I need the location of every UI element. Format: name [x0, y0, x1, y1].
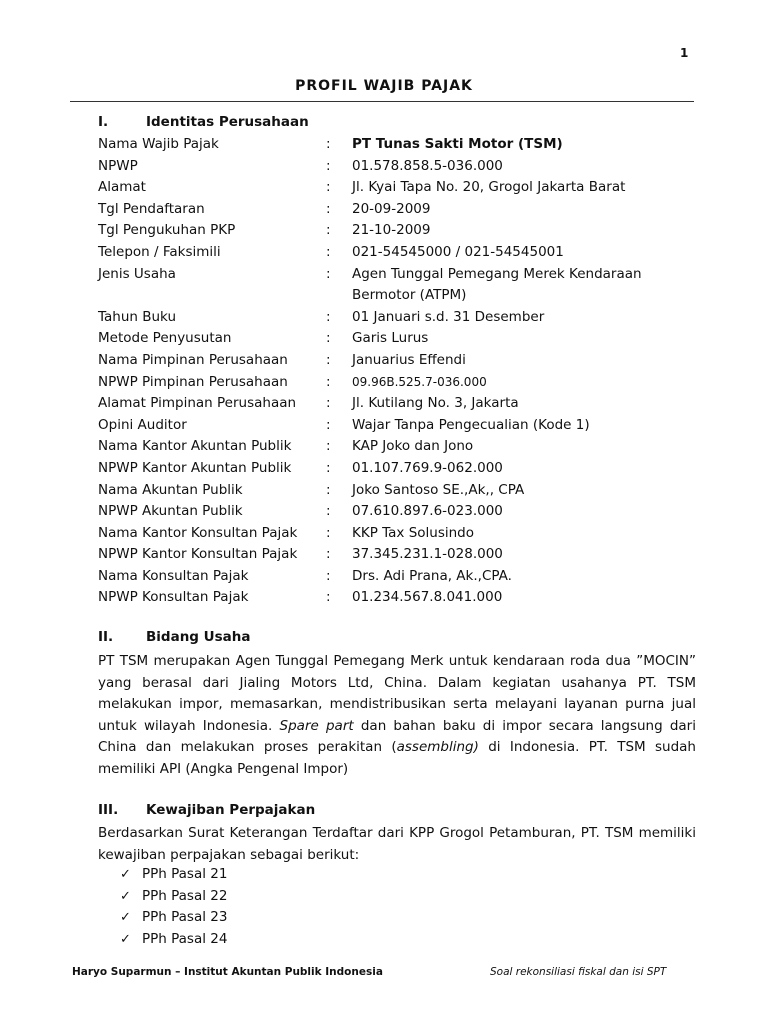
row-colon: :	[326, 373, 331, 390]
section-3-intro: Berdasarkan Surat Keterangan Terdaftar dari KPP Grogol Petamburan, PT. TSM memiliki kewajiban perpajakan sebagai berikut:	[98, 825, 696, 863]
profile-row	[98, 415, 698, 437]
profile-row	[98, 544, 698, 566]
row-value: 07.610.897.6-023.000	[352, 503, 503, 520]
row-colon: :	[326, 351, 331, 368]
row-value: Drs. Adi Prana, Ak.,CPA.	[352, 567, 512, 584]
row-colon: :	[326, 546, 331, 563]
paragraph-italic: Spare part	[279, 717, 354, 734]
row-colon: :	[326, 503, 331, 520]
row-label: Nama Akuntan Publik	[98, 481, 243, 498]
row-label: Nama Kantor Konsultan Pajak	[98, 524, 298, 541]
row-label: Nama Konsultan Pajak	[98, 567, 249, 584]
footer-subject: Soal rekonsiliasi fiskal dan isi SPT	[490, 966, 667, 978]
row-label: NPWP	[98, 157, 138, 174]
page-number: 1	[680, 46, 689, 60]
row-colon: :	[326, 222, 331, 239]
profile-row	[98, 220, 698, 242]
row-colon: :	[326, 330, 331, 347]
section-2-title: Bidang Usaha	[146, 629, 251, 645]
profile-row	[98, 264, 698, 307]
row-value: 20-09-2009	[352, 200, 431, 217]
page-title: PROFIL WAJIB PAJAK	[295, 78, 473, 94]
row-value: 021-54545000 / 021-54545001	[352, 243, 564, 260]
row-label: Alamat Pimpinan Perusahaan	[98, 395, 297, 412]
profile-row	[98, 458, 698, 480]
row-value: 09.96B.525.7-036.000	[352, 374, 487, 389]
row-colon: :	[326, 308, 331, 325]
row-value: Wajar Tanpa Pengecualian (Kode 1)	[352, 416, 590, 433]
row-colon: :	[326, 524, 331, 541]
row-label: Tahun Buku	[98, 308, 177, 325]
row-colon: :	[326, 481, 331, 498]
check-icon: ✓	[120, 888, 131, 904]
profile-row	[98, 134, 698, 156]
section-1-title: Identitas Perusahaan	[146, 114, 309, 130]
row-value: Agen Tunggal Pemegang Merek Kendaraan Bermotor (ATPM)	[352, 265, 642, 304]
row-label: NPWP Konsultan Pajak	[98, 589, 249, 606]
profile-row	[98, 350, 698, 372]
profile-row	[98, 372, 698, 394]
row-label: Alamat	[98, 179, 146, 196]
paragraph-text: PT TSM merupakan Agen Tunggal Pemegang Merk untuk kendaraan roda dua ”MOCIN” yang berasal dari Jialing Motors Ltd, China. Dalam kegiatan usahanya PT. TSM melakukan impor, memasarkan, mendistribusikan serta melayani layanan purna jual untuk wilayah Indonesia.	[98, 653, 696, 734]
check-icon: ✓	[120, 910, 131, 926]
section-2-number: II.	[98, 629, 114, 645]
row-colon: :	[326, 438, 331, 455]
section-3-number: III.	[98, 802, 119, 818]
row-value: PT Tunas Sakti Motor (TSM)	[352, 136, 563, 152]
row-label: Nama Pimpinan Perusahaan	[98, 351, 288, 368]
row-label: Nama Wajib Pajak	[98, 136, 219, 152]
paragraph-text: dan bahan baku di impor secara langsung dari China dan melakukan proses perakitan (	[98, 717, 696, 755]
section-2-heading	[98, 629, 251, 645]
tax-obligation-list	[120, 864, 227, 950]
profile-table	[98, 134, 698, 609]
row-value: Garis Lurus	[352, 330, 429, 347]
row-colon: :	[326, 157, 331, 174]
profile-row	[98, 501, 698, 523]
row-colon: :	[326, 136, 331, 152]
row-label: NPWP Kantor Akuntan Publik	[98, 459, 292, 476]
profile-row	[98, 177, 698, 199]
row-colon: :	[326, 416, 331, 433]
row-label: Tgl Pendaftaran	[98, 200, 205, 217]
row-value: 01 Januari s.d. 31 Desember	[352, 308, 545, 325]
list-item-label: PPh Pasal 23	[142, 909, 228, 926]
row-value: KAP Joko dan Jono	[352, 438, 474, 455]
row-value: 01.578.858.5-036.000	[352, 157, 503, 174]
check-icon: ✓	[120, 867, 131, 882]
title-rule	[70, 101, 694, 102]
profile-row	[98, 566, 698, 588]
list-item	[120, 929, 227, 951]
section-2-paragraph	[98, 651, 696, 780]
list-item	[120, 907, 227, 929]
profile-row	[98, 436, 698, 458]
profile-row	[98, 307, 698, 329]
list-item	[120, 864, 227, 886]
row-colon: :	[326, 265, 331, 282]
profile-row	[98, 587, 698, 609]
row-colon: :	[326, 200, 331, 217]
list-item-label: PPh Pasal 22	[142, 887, 228, 904]
section-3-heading	[98, 802, 315, 818]
paragraph-italic: assembling)	[396, 739, 479, 755]
footer-author: Haryo Suparmun – Institut Akuntan Publik Indonesia	[72, 966, 383, 978]
row-value: 01.234.567.8.041.000	[352, 589, 503, 606]
profile-row	[98, 328, 698, 350]
paragraph-text: di Indonesia. PT. TSM sudah memiliki API (Angka Pengenal Impor)	[98, 739, 696, 777]
row-value: KKP Tax Solusindo	[352, 524, 475, 541]
profile-row	[98, 156, 698, 178]
row-label: Metode Penyusutan	[98, 330, 232, 347]
section-1-heading	[98, 114, 309, 130]
row-value: Jl. Kyai Tapa No. 20, Grogol Jakarta Barat	[352, 179, 626, 196]
row-colon: :	[326, 589, 331, 606]
row-label: NPWP Kantor Konsultan Pajak	[98, 546, 298, 563]
list-item-label: PPh Pasal 24	[142, 930, 228, 947]
row-colon: :	[326, 567, 331, 584]
row-colon: :	[326, 243, 331, 260]
row-label: Nama Kantor Akuntan Publik	[98, 438, 292, 455]
row-colon: :	[326, 459, 331, 476]
row-label: NPWP Pimpinan Perusahaan	[98, 373, 288, 390]
profile-row	[98, 480, 698, 502]
row-label: Jenis Usaha	[98, 265, 176, 282]
list-item-label: PPh Pasal 21	[142, 866, 228, 882]
row-label: Telepon / Faksimili	[98, 243, 221, 260]
profile-row	[98, 199, 698, 221]
row-value: Jl. Kutilang No. 3, Jakarta	[352, 395, 519, 412]
row-value: 37.345.231.1-028.000	[352, 546, 503, 563]
list-item	[120, 886, 227, 908]
row-value: Joko Santoso SE.,Ak,, CPA	[352, 481, 525, 498]
row-label: Tgl Pengukuhan PKP	[98, 222, 236, 239]
row-value: 01.107.769.9-062.000	[352, 459, 503, 476]
section-1-number: I.	[98, 114, 109, 130]
profile-row	[98, 242, 698, 264]
profile-row	[98, 523, 698, 545]
row-label: NPWP Akuntan Publik	[98, 503, 243, 520]
profile-row	[98, 393, 698, 415]
row-colon: :	[326, 179, 331, 196]
row-colon: :	[326, 395, 331, 412]
row-value: Januarius Effendi	[352, 351, 466, 368]
row-label: Opini Auditor	[98, 416, 187, 433]
row-value: 21-10-2009	[352, 222, 431, 239]
section-3-title: Kewajiban Perpajakan	[146, 802, 316, 818]
check-icon: ✓	[120, 931, 131, 947]
